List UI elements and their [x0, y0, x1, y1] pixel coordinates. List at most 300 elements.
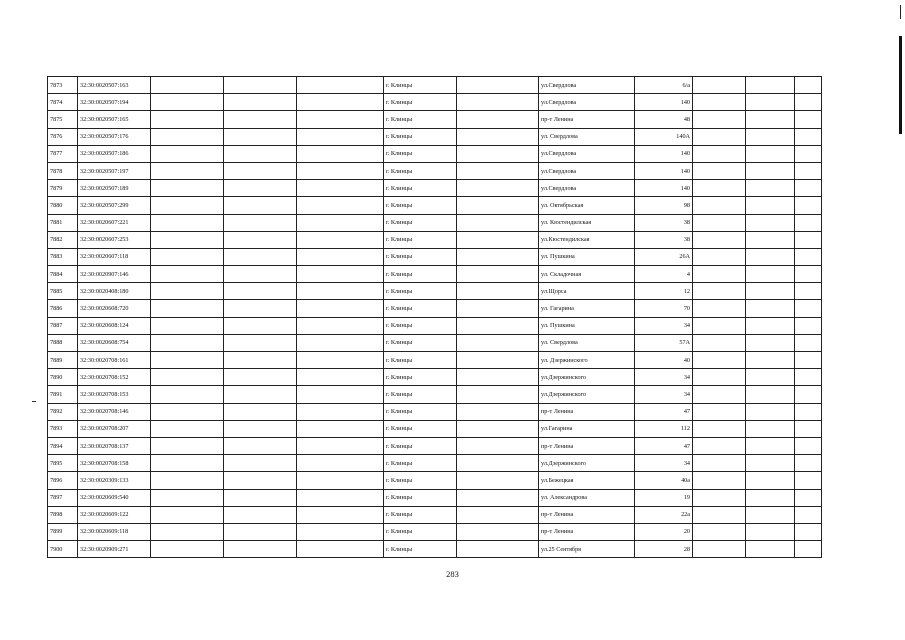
empty-cell: [224, 403, 297, 420]
street-cell: пр-т Ленина: [539, 437, 635, 454]
empty-cell: [795, 489, 822, 506]
empty-cell: [151, 420, 224, 437]
empty-cell: [693, 334, 746, 351]
street-cell: ул. Пушкина: [539, 248, 635, 265]
table-row: [48, 420, 822, 437]
empty-cell: [224, 128, 297, 145]
cadastral-number-cell: 32:30:0020507:163: [78, 77, 151, 94]
city-cell: г. Клинцы: [384, 180, 457, 197]
table-row: [48, 334, 822, 351]
scan-artifact-mark: [900, 5, 901, 19]
empty-cell: [151, 317, 224, 334]
empty-cell: [297, 180, 384, 197]
page-number: 283: [446, 569, 459, 579]
cadastral-number-cell: 32:30:0020708:161: [78, 352, 151, 369]
cadastral-number-cell: 32:30:0020507:186: [78, 145, 151, 162]
empty-cell: [457, 506, 539, 523]
empty-cell: [693, 455, 746, 472]
city-cell: г. Клинцы: [384, 523, 457, 540]
empty-cell: [457, 128, 539, 145]
table-row: [48, 369, 822, 386]
street-cell: пр-т Ленина: [539, 506, 635, 523]
empty-cell: [297, 541, 384, 558]
empty-cell: [224, 248, 297, 265]
empty-cell: [746, 145, 795, 162]
city-cell: г. Клинцы: [384, 214, 457, 231]
table-row: [48, 197, 822, 214]
empty-cell: [693, 145, 746, 162]
table-row: [48, 266, 822, 283]
cadastral-number-cell: 32:30:0020507:165: [78, 111, 151, 128]
row-number-cell: 7878: [48, 162, 78, 179]
empty-cell: [746, 437, 795, 454]
table-row: [48, 489, 822, 506]
empty-cell: [224, 300, 297, 317]
empty-cell: [297, 197, 384, 214]
empty-cell: [795, 231, 822, 248]
row-number-cell: 7890: [48, 369, 78, 386]
empty-cell: [224, 317, 297, 334]
street-cell: ул. Свердлова: [539, 334, 635, 351]
empty-cell: [795, 214, 822, 231]
empty-cell: [457, 472, 539, 489]
empty-cell: [693, 506, 746, 523]
house-number-cell: 34: [635, 386, 693, 403]
empty-cell: [693, 300, 746, 317]
empty-cell: [224, 94, 297, 111]
empty-cell: [746, 317, 795, 334]
table-row: [48, 472, 822, 489]
empty-cell: [297, 77, 384, 94]
street-cell: ул.Кюстендилская: [539, 231, 635, 248]
empty-cell: [795, 128, 822, 145]
empty-cell: [224, 420, 297, 437]
city-cell: г. Клинцы: [384, 352, 457, 369]
empty-cell: [457, 145, 539, 162]
empty-cell: [457, 352, 539, 369]
empty-cell: [151, 369, 224, 386]
table-row: [48, 180, 822, 197]
empty-cell: [746, 352, 795, 369]
empty-cell: [795, 145, 822, 162]
street-cell: ул.Щорса: [539, 283, 635, 300]
empty-cell: [746, 77, 795, 94]
empty-cell: [224, 283, 297, 300]
empty-cell: [693, 162, 746, 179]
empty-cell: [224, 541, 297, 558]
empty-cell: [151, 214, 224, 231]
empty-cell: [746, 111, 795, 128]
empty-cell: [224, 266, 297, 283]
table-row: [48, 94, 822, 111]
row-number-cell: 7889: [48, 352, 78, 369]
row-number-cell: 7896: [48, 472, 78, 489]
empty-cell: [693, 111, 746, 128]
empty-cell: [693, 231, 746, 248]
table-row: [48, 541, 822, 558]
empty-cell: [693, 248, 746, 265]
empty-cell: [795, 94, 822, 111]
empty-cell: [151, 266, 224, 283]
empty-cell: [297, 369, 384, 386]
table-row: [48, 317, 822, 334]
row-number-cell: 7877: [48, 145, 78, 162]
house-number-cell: 34: [635, 369, 693, 386]
city-cell: г. Клинцы: [384, 128, 457, 145]
empty-cell: [746, 162, 795, 179]
empty-cell: [224, 145, 297, 162]
empty-cell: [693, 403, 746, 420]
empty-cell: [297, 523, 384, 540]
empty-cell: [151, 472, 224, 489]
empty-cell: [297, 145, 384, 162]
empty-cell: [795, 266, 822, 283]
row-number-cell: 7882: [48, 231, 78, 248]
empty-cell: [297, 455, 384, 472]
house-number-cell: 19: [635, 489, 693, 506]
empty-cell: [224, 180, 297, 197]
house-number-cell: 47: [635, 403, 693, 420]
empty-cell: [151, 111, 224, 128]
empty-cell: [457, 77, 539, 94]
house-number-cell: 40: [635, 352, 693, 369]
empty-cell: [297, 231, 384, 248]
empty-cell: [151, 145, 224, 162]
house-number-cell: 6/a: [635, 77, 693, 94]
empty-cell: [693, 352, 746, 369]
city-cell: г. Клинцы: [384, 300, 457, 317]
empty-cell: [693, 197, 746, 214]
empty-cell: [746, 231, 795, 248]
empty-cell: [746, 266, 795, 283]
table-row: [48, 352, 822, 369]
empty-cell: [457, 266, 539, 283]
cadastral-number-cell: 32:30:0020708:146: [78, 403, 151, 420]
house-number-cell: 34: [635, 317, 693, 334]
house-number-cell: 57А: [635, 334, 693, 351]
empty-cell: [297, 317, 384, 334]
empty-cell: [151, 197, 224, 214]
cadastral-number-cell: 32:30:0020507:197: [78, 162, 151, 179]
empty-cell: [224, 472, 297, 489]
empty-cell: [746, 300, 795, 317]
empty-cell: [224, 523, 297, 540]
empty-cell: [457, 197, 539, 214]
city-cell: г. Клинцы: [384, 437, 457, 454]
row-number-cell: 7883: [48, 248, 78, 265]
house-number-cell: 4: [635, 266, 693, 283]
city-cell: г. Клинцы: [384, 541, 457, 558]
empty-cell: [457, 180, 539, 197]
city-cell: г. Клинцы: [384, 317, 457, 334]
row-number-cell: 7879: [48, 180, 78, 197]
empty-cell: [693, 437, 746, 454]
empty-cell: [746, 523, 795, 540]
street-cell: пр-т Ленина: [539, 523, 635, 540]
street-cell: ул.Дзержинского: [539, 369, 635, 386]
street-cell: ул.Бежецкая: [539, 472, 635, 489]
city-cell: г. Клинцы: [384, 111, 457, 128]
city-cell: г. Клинцы: [384, 420, 457, 437]
table-row: [48, 231, 822, 248]
row-number-cell: 7891: [48, 386, 78, 403]
empty-cell: [297, 248, 384, 265]
table-row: [48, 128, 822, 145]
row-number-cell: 7898: [48, 506, 78, 523]
city-cell: г. Клинцы: [384, 94, 457, 111]
table-row: [48, 437, 822, 454]
table-row: [48, 214, 822, 231]
row-number-cell: 7873: [48, 77, 78, 94]
city-cell: г. Клинцы: [384, 197, 457, 214]
city-cell: г. Клинцы: [384, 472, 457, 489]
street-cell: ул. Дзержинского: [539, 352, 635, 369]
city-cell: г. Клинцы: [384, 248, 457, 265]
empty-cell: [224, 386, 297, 403]
empty-cell: [693, 214, 746, 231]
cadastral-number-cell: 32:30:0020607:118: [78, 248, 151, 265]
empty-cell: [297, 420, 384, 437]
empty-cell: [224, 352, 297, 369]
empty-cell: [795, 77, 822, 94]
empty-cell: [795, 541, 822, 558]
empty-cell: [746, 180, 795, 197]
row-number-cell: 7897: [48, 489, 78, 506]
empty-cell: [746, 420, 795, 437]
empty-cell: [746, 455, 795, 472]
empty-cell: [457, 231, 539, 248]
empty-cell: [457, 437, 539, 454]
row-number-cell: 7875: [48, 111, 78, 128]
street-cell: ул.Дзержинского: [539, 386, 635, 403]
empty-cell: [457, 214, 539, 231]
empty-cell: [746, 197, 795, 214]
empty-cell: [151, 128, 224, 145]
table-row: [48, 111, 822, 128]
cadastral-number-cell: 32:30:0020507:189: [78, 180, 151, 197]
row-number-cell: 7895: [48, 455, 78, 472]
empty-cell: [151, 94, 224, 111]
empty-cell: [746, 94, 795, 111]
empty-cell: [297, 266, 384, 283]
house-number-cell: 140: [635, 94, 693, 111]
row-number-cell: 7900: [48, 541, 78, 558]
empty-cell: [297, 437, 384, 454]
house-number-cell: 48: [635, 111, 693, 128]
house-number-cell: 140: [635, 180, 693, 197]
empty-cell: [795, 180, 822, 197]
city-cell: г. Клинцы: [384, 455, 457, 472]
empty-cell: [151, 283, 224, 300]
empty-cell: [457, 283, 539, 300]
empty-cell: [151, 506, 224, 523]
empty-cell: [457, 317, 539, 334]
empty-cell: [795, 455, 822, 472]
table-row: [48, 403, 822, 420]
empty-cell: [297, 111, 384, 128]
street-cell: ул.Свердлова: [539, 162, 635, 179]
table-row: [48, 386, 822, 403]
house-number-cell: 47: [635, 437, 693, 454]
empty-cell: [746, 334, 795, 351]
scan-artifact-bar: [899, 36, 902, 134]
empty-cell: [224, 197, 297, 214]
empty-cell: [693, 283, 746, 300]
empty-cell: [795, 369, 822, 386]
city-cell: г. Клинцы: [384, 489, 457, 506]
cadastral-number-cell: 32:30:0020708:152: [78, 369, 151, 386]
empty-cell: [693, 523, 746, 540]
empty-cell: [224, 455, 297, 472]
registry-table-body: [48, 77, 822, 558]
table-row: [48, 162, 822, 179]
table-row: [48, 283, 822, 300]
empty-cell: [795, 111, 822, 128]
street-cell: ул.25 Сентября: [539, 541, 635, 558]
empty-cell: [224, 162, 297, 179]
house-number-cell: 34: [635, 455, 693, 472]
cadastral-number-cell: 32:30:0020609:122: [78, 506, 151, 523]
empty-cell: [795, 283, 822, 300]
row-number-cell: 7894: [48, 437, 78, 454]
street-cell: ул. Пушкина: [539, 317, 635, 334]
cadastral-number-cell: 32:30:0020708:158: [78, 455, 151, 472]
empty-cell: [151, 489, 224, 506]
row-number-cell: 7881: [48, 214, 78, 231]
empty-cell: [693, 94, 746, 111]
empty-cell: [693, 472, 746, 489]
house-number-cell: 140: [635, 145, 693, 162]
empty-cell: [151, 386, 224, 403]
empty-cell: [795, 386, 822, 403]
empty-cell: [151, 231, 224, 248]
cadastral-number-cell: 32:30:0020607:253: [78, 231, 151, 248]
street-cell: ул. Складочная: [539, 266, 635, 283]
house-number-cell: 112: [635, 420, 693, 437]
row-number-cell: 7880: [48, 197, 78, 214]
table-row: [48, 300, 822, 317]
empty-cell: [224, 334, 297, 351]
table-row: [48, 455, 822, 472]
empty-cell: [457, 420, 539, 437]
empty-cell: [297, 489, 384, 506]
city-cell: г. Клинцы: [384, 369, 457, 386]
row-number-cell: 7888: [48, 334, 78, 351]
cadastral-number-cell: 32:30:0020608:720: [78, 300, 151, 317]
empty-cell: [151, 162, 224, 179]
empty-cell: [151, 248, 224, 265]
empty-cell: [151, 437, 224, 454]
cadastral-number-cell: 32:30:0020507:176: [78, 128, 151, 145]
city-cell: г. Клинцы: [384, 77, 457, 94]
empty-cell: [693, 369, 746, 386]
row-number-cell: 7892: [48, 403, 78, 420]
scan-artifact-dash: [32, 401, 36, 402]
empty-cell: [693, 128, 746, 145]
empty-cell: [693, 420, 746, 437]
empty-cell: [693, 386, 746, 403]
empty-cell: [297, 506, 384, 523]
empty-cell: [693, 489, 746, 506]
empty-cell: [457, 334, 539, 351]
city-cell: г. Клинцы: [384, 334, 457, 351]
empty-cell: [224, 111, 297, 128]
empty-cell: [795, 197, 822, 214]
row-number-cell: 7887: [48, 317, 78, 334]
empty-cell: [795, 472, 822, 489]
empty-cell: [693, 541, 746, 558]
empty-cell: [746, 489, 795, 506]
empty-cell: [457, 523, 539, 540]
empty-cell: [297, 403, 384, 420]
empty-cell: [693, 266, 746, 283]
empty-cell: [151, 541, 224, 558]
cadastral-number-cell: 32:30:0020708:153: [78, 386, 151, 403]
empty-cell: [795, 248, 822, 265]
cadastral-number-cell: 32:30:0020607:221: [78, 214, 151, 231]
empty-cell: [457, 541, 539, 558]
street-cell: ул. Гагарина: [539, 300, 635, 317]
empty-cell: [746, 472, 795, 489]
street-cell: ул.Свердлова: [539, 77, 635, 94]
row-number-cell: 7884: [48, 266, 78, 283]
street-cell: ул. Кюстендилская: [539, 214, 635, 231]
empty-cell: [457, 403, 539, 420]
empty-cell: [457, 162, 539, 179]
empty-cell: [795, 317, 822, 334]
house-number-cell: 26А: [635, 248, 693, 265]
empty-cell: [457, 455, 539, 472]
empty-cell: [297, 162, 384, 179]
empty-cell: [746, 506, 795, 523]
street-cell: ул. Свердлова: [539, 128, 635, 145]
empty-cell: [457, 300, 539, 317]
house-number-cell: 98: [635, 197, 693, 214]
empty-cell: [457, 94, 539, 111]
table-row: [48, 506, 822, 523]
empty-cell: [224, 77, 297, 94]
empty-cell: [795, 523, 822, 540]
cadastral-number-cell: 32:30:0020708:207: [78, 420, 151, 437]
row-number-cell: 7886: [48, 300, 78, 317]
empty-cell: [457, 369, 539, 386]
empty-cell: [693, 180, 746, 197]
cadastral-number-cell: 32:30:0020609:118: [78, 523, 151, 540]
house-number-cell: 70: [635, 300, 693, 317]
empty-cell: [457, 489, 539, 506]
empty-cell: [224, 369, 297, 386]
city-cell: г. Клинцы: [384, 231, 457, 248]
empty-cell: [693, 317, 746, 334]
street-cell: ул.Свердлова: [539, 180, 635, 197]
empty-cell: [746, 283, 795, 300]
empty-cell: [151, 352, 224, 369]
empty-cell: [151, 523, 224, 540]
cadastral-number-cell: 32:30:0020309:133: [78, 472, 151, 489]
city-cell: г. Клинцы: [384, 162, 457, 179]
table-row: [48, 77, 822, 94]
city-cell: г. Клинцы: [384, 403, 457, 420]
empty-cell: [795, 403, 822, 420]
empty-cell: [297, 386, 384, 403]
city-cell: г. Клинцы: [384, 145, 457, 162]
cadastral-number-cell: 32:30:0020507:299: [78, 197, 151, 214]
city-cell: г. Клинцы: [384, 283, 457, 300]
table-row: [48, 523, 822, 540]
row-number-cell: 7893: [48, 420, 78, 437]
empty-cell: [151, 455, 224, 472]
empty-cell: [151, 180, 224, 197]
